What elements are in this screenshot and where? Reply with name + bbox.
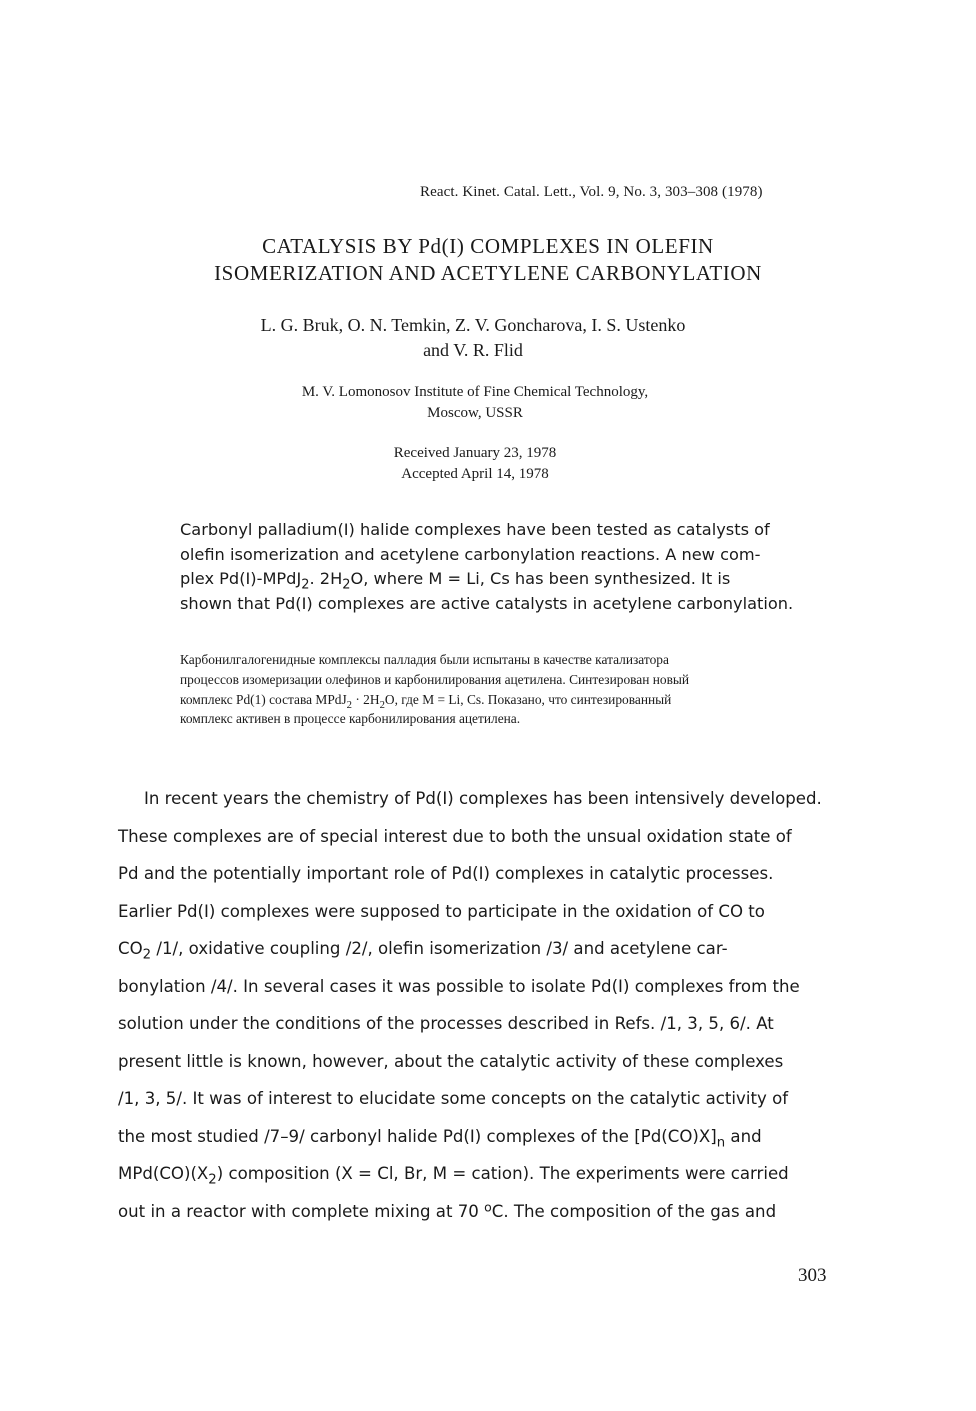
body-line-12 <box>118 1193 838 1231</box>
journal-reference: React. Kinet. Catal. Lett., Vol. 9, No. 3, 303–308 (1978) <box>420 184 763 200</box>
body-text <box>118 780 838 1230</box>
paper-title <box>0 233 976 287</box>
submission-dates <box>0 443 950 485</box>
body-line-5-part-a: CO <box>118 939 143 958</box>
body-line-11 <box>118 1155 838 1193</box>
body-line-9: /1, 3, 5/. It was of interest to elucidate some concepts on the catalytic activity of <box>118 1089 789 1108</box>
abstract-ru-line-3-part-a: комплекс Pd(1) состава MPdJ <box>180 691 347 707</box>
subscript: 2 <box>301 577 310 593</box>
body-line-11-part-a: MPd(CO)(X <box>118 1164 209 1183</box>
body-line-5 <box>118 930 838 968</box>
body-line-1: In recent years the chemistry of Pd(I) complexes has been intensively developed. <box>144 789 822 808</box>
subscript: n <box>716 1135 726 1151</box>
body-line-12-part-a: out in a reactor with complete mixing at 70 <box>118 1201 485 1221</box>
abstract-english <box>180 518 830 617</box>
abstract-ru-line-3-part-b: · 2H <box>352 691 380 707</box>
body-line-8: present little is known, however, about the catalytic activity of these complexes <box>118 1051 784 1071</box>
authors-line-2: and V. R. Flid <box>423 340 523 360</box>
abstract-russian <box>180 650 870 729</box>
abstract-line-1: Carbonyl palladium(I) halide complexes have been tested as catalysts of <box>180 520 770 539</box>
body-line-10-part-b: and <box>725 1126 762 1146</box>
body-line-7: solution under the conditions of the processes described in Refs. /1, 3, 5, 6/. At <box>118 1014 774 1033</box>
abstract-line-2: olefin isomerization and acetylene carbonylation reactions. A new com- <box>180 544 761 564</box>
subscript: 2 <box>346 698 353 711</box>
body-line-5-part-b: /1/, oxidative coupling /2/, olefin isomerization /3/ and acetylene car- <box>151 939 728 958</box>
affiliation-line-2: Moscow, USSR <box>427 405 523 421</box>
subscript: 2 <box>379 698 385 711</box>
affiliation-line-1: M. V. Lomonosov Institute of Fine Chemical Technology, <box>301 384 649 400</box>
body-line-12-part-b: C. The composition of the gas and <box>491 1201 777 1221</box>
abstract-ru-line-4: комплекс активен в процессе карбонилирования ацетилена. <box>180 711 521 727</box>
body-line-10-part-a: the most studied /7–9/ carbonyl halide Pd(I) complexes of the [Pd(CO)X] <box>118 1126 717 1146</box>
abstract-ru-line-3 <box>180 690 870 710</box>
title-line-1: CATALYSIS BY Pd(I) COMPLEXES IN OLEFIN <box>262 234 714 258</box>
page-number: 303 <box>798 1265 827 1286</box>
authors-line-1: L. G. Bruk, O. N. Temkin, Z. V. Goncharova, I. S. Ustenko <box>260 315 686 335</box>
abstract-ru-line-1: Карбонилгалогенидные комплексы палладия были испытаны в качестве катализатора <box>180 652 669 667</box>
subscript: 2 <box>208 1172 217 1188</box>
abstract-line-4: shown that Pd(I) complexes are active catalysts in acetylene carbonylation. <box>180 594 794 614</box>
abstract-line-3-part-c: O, where M = Li, Cs has been synthesized. It is <box>350 569 731 589</box>
body-line-2: These complexes are of special interest due to both the unsual oxidation state of <box>118 826 792 846</box>
abstract-ru-line-2: процессов изомеризации олефинов и карбонилирования ацетилена. Синтезирован новый <box>180 671 690 687</box>
title-line-2: ISOMERIZATION AND ACETYLENE CARBONYLATION <box>214 261 762 285</box>
affiliation <box>0 382 950 424</box>
body-line-4: Earlier Pd(I) complexes were supposed to participate in the oxidation of CO to <box>118 901 765 921</box>
body-line-11-part-b: ) composition (X = Cl, Br, M = cation). The experiments were carried <box>216 1164 789 1183</box>
accepted-date: Accepted April 14, 1978 <box>401 466 549 482</box>
body-line-3: Pd and the potentially important role of Pd(I) complexes in catalytic processes. <box>118 864 774 883</box>
subscript: 2 <box>142 947 152 963</box>
body-line-6: bonylation /4/. In several cases it was possible to isolate Pd(I) complexes from the <box>118 976 800 996</box>
abstract-line-3-part-a: plex Pd(I)-MPdJ <box>180 569 302 589</box>
superscript: o <box>484 1198 492 1214</box>
body-line-10 <box>118 1118 838 1156</box>
abstract-line-3-part-b: . 2H <box>309 569 343 589</box>
author-list <box>0 313 946 363</box>
subscript: 2 <box>342 577 351 593</box>
abstract-ru-line-3-part-c: O, где M = Li, Cs. Показано, что синтезированный <box>384 691 672 707</box>
abstract-line-3 <box>180 567 830 592</box>
received-date: Received January 23, 1978 <box>393 445 557 461</box>
